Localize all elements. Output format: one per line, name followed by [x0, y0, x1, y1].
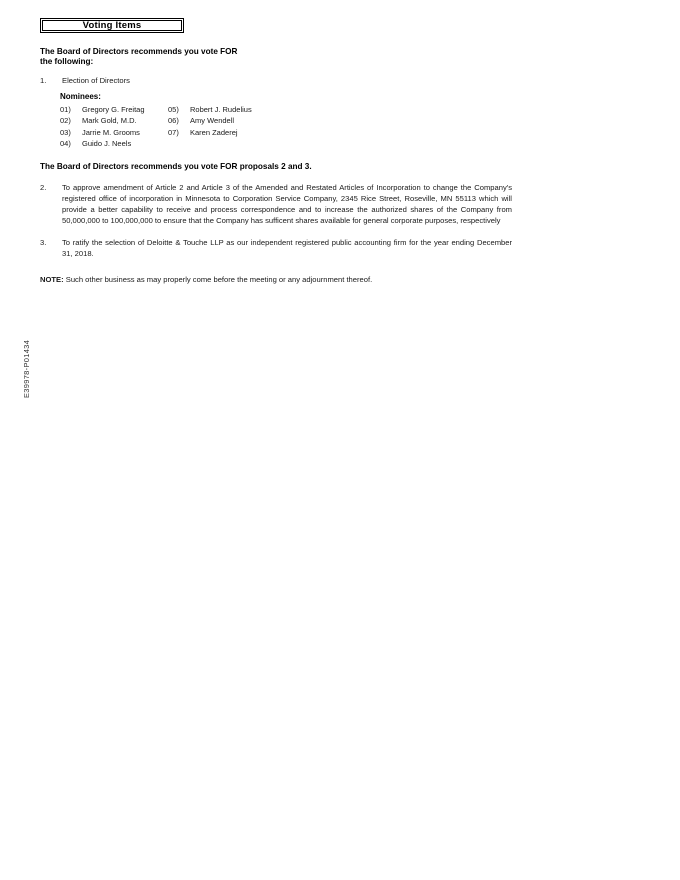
note-label: NOTE:	[40, 275, 64, 285]
proposal-item-2-text: To approve amendment of Article 2 and Article 3 of the Amended and Restated Articles of Incorporation to change the Company's registered office of incorporation in Minnesota to Corporation Service Company, 2345 Rice Street, Roseville, MN 55113 which will provide a better capability to receive and process correspondence and to increase the authorized shares of the Company from 50,000,000 to 100,000,000 to ensure that the Company has sufficent shares available for general corporate purposes, respectively	[62, 183, 512, 226]
nominee-item	[168, 104, 288, 116]
proposal-item-3	[40, 237, 512, 259]
nominee-key: 06)	[168, 116, 179, 126]
board-recommendation-1-line1: The Board of Directors recommends you vote FOR	[40, 47, 238, 56]
voting-items-title: Voting Items	[82, 19, 142, 31]
nominee-name: Gregory G. Freitag	[82, 104, 145, 114]
nominee-name: Robert J. Rudelius	[190, 104, 252, 114]
proposal-item-2-number: 2.	[40, 183, 47, 193]
proposal-item-1-text: Election of Directors	[62, 75, 130, 85]
nominee-key: 04)	[60, 139, 71, 149]
nominee-name: Jarrie M. Grooms	[82, 127, 140, 137]
nominee-item	[60, 104, 168, 116]
note-text: Such other business as may properly come before the meeting or any adjournment thereof.	[65, 275, 373, 285]
nominees-label: Nominees:	[60, 91, 101, 101]
note-row	[40, 274, 512, 285]
nominee-key: 03)	[60, 127, 71, 137]
control-number: E39978-P01434	[22, 339, 31, 398]
proposal-item-3-text: To ratify the selection of Deloitte & Touche LLP as our independent registered public accounting firm for the year ending December 31, 2018.	[62, 238, 512, 259]
nominees-table	[40, 104, 512, 151]
voting-items-banner-inner	[42, 20, 182, 31]
nominee-name: Mark Gold, M.D.	[82, 116, 137, 126]
nominee-name: Amy Wendell	[190, 116, 235, 126]
proposal-item-2	[40, 182, 512, 226]
board-recommendation-1-line2: the following:	[40, 57, 94, 67]
nominee-item	[60, 115, 168, 127]
proposal-item-1-number: 1.	[40, 75, 47, 85]
board-recommendation-1	[40, 47, 512, 68]
document-content	[40, 18, 512, 285]
proposal-item-3-number: 3.	[40, 238, 47, 248]
board-recommendation-2: The Board of Directors recommends you vote FOR proposals 2 and 3.	[40, 162, 312, 171]
nominees-column-left	[60, 104, 168, 151]
voting-items-banner	[40, 18, 184, 33]
nominee-key: 05)	[168, 104, 179, 114]
nominee-name: Guido J. Neels	[82, 139, 132, 149]
nominee-item	[60, 127, 168, 139]
nominee-key: 01)	[60, 104, 71, 114]
nominee-item	[168, 115, 288, 127]
nominee-key: 07)	[168, 127, 179, 137]
nominee-name: Karen Zaderej	[190, 127, 238, 137]
nominee-key: 02)	[60, 116, 71, 126]
proposal-item-1	[40, 75, 512, 86]
nominee-item	[60, 138, 168, 150]
nominee-item	[168, 127, 288, 139]
nominees-column-right	[168, 104, 288, 151]
spacer	[40, 228, 512, 237]
